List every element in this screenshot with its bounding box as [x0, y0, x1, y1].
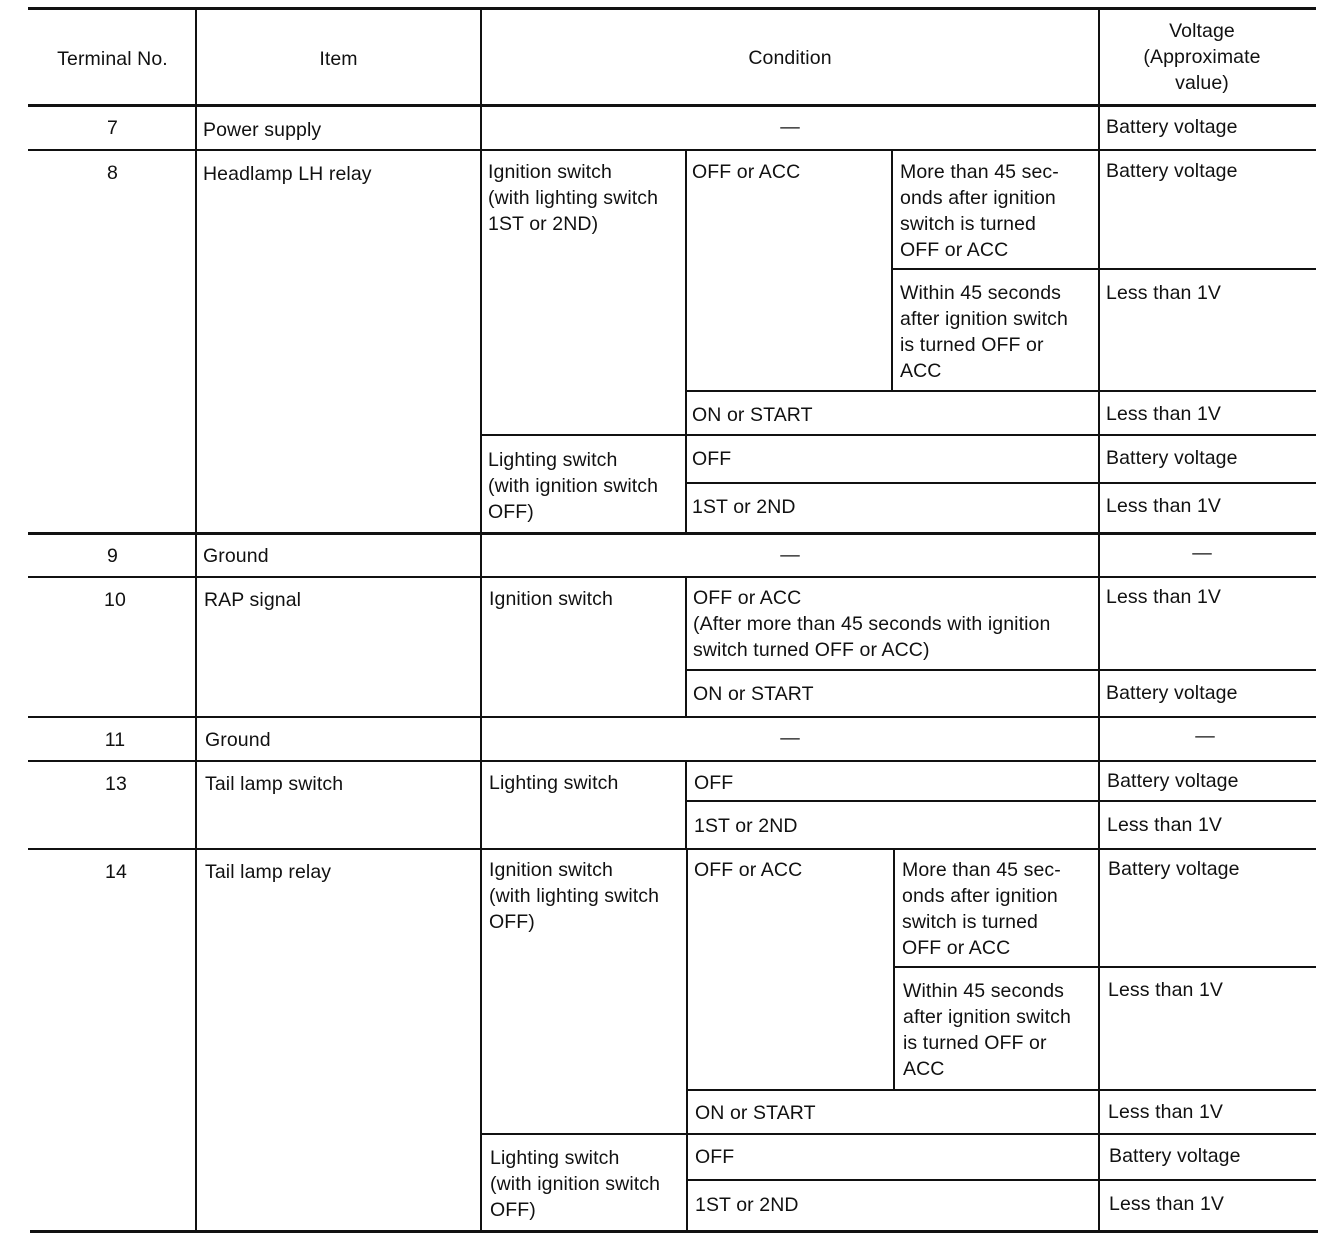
- column-divider: [1098, 9, 1100, 1231]
- header-condition: Condition: [748, 47, 832, 69]
- header-bottom-border: [28, 104, 1316, 107]
- voltage-value: Less than 1V: [1108, 979, 1224, 1001]
- item-name: Tail lamp relay: [205, 861, 332, 883]
- condition-text: OFF: [694, 772, 734, 794]
- header-terminal-no: Terminal No.: [57, 48, 168, 70]
- voltage-value: Battery voltage: [1107, 770, 1239, 792]
- row-divider: [28, 149, 1316, 151]
- voltage-value: Less than 1V: [1106, 495, 1222, 517]
- condition-text: OFF or ACC (After more than 45 seconds with ignition switch turned OFF or ACC): [693, 587, 1051, 661]
- table-top-border: [28, 7, 1316, 10]
- item-name: Ground: [203, 545, 269, 567]
- voltage-value: Battery voltage: [1108, 858, 1240, 880]
- terminal-number: 10: [104, 589, 126, 611]
- condition-text: Ignition switch (with lighting switch 1ST or 2ND): [488, 161, 659, 235]
- condition-text: More than 45 sec- onds after ignition switch is turned OFF or ACC: [900, 161, 1059, 261]
- cell-divider: [686, 849, 688, 1231]
- condition-text: —: [780, 116, 800, 138]
- condition-text: Lighting switch: [489, 772, 619, 794]
- row-divider: [28, 760, 1316, 762]
- condition-text: Within 45 seconds after ignition switch is turned OFF or ACC: [903, 980, 1071, 1080]
- cell-divider: [688, 1089, 1316, 1091]
- voltage-value: Less than 1V: [1106, 586, 1222, 608]
- voltage-value: Less than 1V: [1108, 1101, 1224, 1123]
- cell-divider: [685, 577, 687, 717]
- condition-text: 1ST or 2ND: [692, 496, 796, 518]
- condition-text: OFF: [695, 1146, 735, 1168]
- row-divider: [28, 532, 1316, 535]
- row-divider: [28, 848, 1316, 850]
- condition-text: OFF or ACC: [692, 161, 801, 183]
- voltage-value: Less than 1V: [1106, 282, 1222, 304]
- item-name: Ground: [205, 729, 271, 751]
- voltage-value: Less than 1V: [1107, 814, 1223, 836]
- terminal-number: 11: [104, 729, 126, 751]
- voltage-value: Less than 1V: [1109, 1193, 1225, 1215]
- cell-divider: [685, 150, 687, 533]
- cell-divider: [895, 966, 1316, 968]
- item-name: Tail lamp switch: [205, 773, 344, 795]
- terminal-number: 9: [107, 545, 118, 567]
- cell-divider: [685, 761, 687, 849]
- column-divider: [195, 9, 197, 1231]
- header-voltage: Voltage (Approximate value): [1143, 20, 1261, 94]
- row-divider: [28, 716, 1316, 718]
- condition-text: ON or START: [695, 1102, 816, 1124]
- table-bottom-border: [30, 1230, 1318, 1233]
- cell-divider: [686, 800, 1316, 802]
- condition-text: OFF: [692, 448, 732, 470]
- condition-text: ON or START: [692, 404, 813, 426]
- voltage-value: —: [1195, 725, 1215, 747]
- item-name: Headlamp LH relay: [203, 163, 372, 185]
- terminal-number: 14: [105, 861, 127, 883]
- column-divider: [480, 9, 482, 1231]
- terminal-number: 8: [107, 162, 118, 184]
- condition-text: Ignition switch: [489, 588, 613, 610]
- condition-text: —: [780, 727, 800, 749]
- condition-text: 1ST or 2ND: [694, 815, 798, 837]
- condition-text: ON or START: [693, 683, 814, 705]
- condition-text: OFF or ACC: [694, 859, 803, 881]
- cell-divider: [482, 1133, 1316, 1135]
- condition-text: Ignition switch (with lighting switch OFF): [489, 859, 660, 933]
- voltage-value: Battery voltage: [1106, 116, 1238, 138]
- cell-divider: [480, 434, 1316, 436]
- terminal-number: 13: [105, 773, 127, 795]
- cell-divider: [893, 849, 895, 1090]
- cell-divider: [891, 150, 893, 391]
- condition-text: 1ST or 2ND: [695, 1194, 799, 1216]
- cell-divider: [688, 1179, 1316, 1181]
- cell-divider: [686, 390, 1316, 392]
- terminal-number: 7: [107, 117, 118, 139]
- item-name: RAP signal: [204, 589, 302, 611]
- voltage-value: —: [1192, 542, 1212, 564]
- voltage-value: Less than 1V: [1106, 403, 1222, 425]
- item-name: Power supply: [203, 119, 322, 141]
- voltage-value: Battery voltage: [1109, 1145, 1241, 1167]
- voltage-value: Battery voltage: [1106, 682, 1238, 704]
- cell-divider: [686, 669, 1316, 671]
- cell-divider: [893, 268, 1316, 270]
- condition-text: More than 45 sec- onds after ignition switch is turned OFF or ACC: [902, 859, 1061, 959]
- condition-text: Lighting switch (with ignition switch OFF): [488, 449, 659, 523]
- condition-text: —: [780, 544, 800, 566]
- cell-divider: [686, 482, 1316, 484]
- header-item: Item: [319, 48, 358, 70]
- row-divider: [28, 576, 1316, 578]
- condition-text: Lighting switch (with ignition switch OFF): [490, 1147, 661, 1221]
- voltage-value: Battery voltage: [1106, 447, 1238, 469]
- voltage-value: Battery voltage: [1106, 160, 1238, 182]
- condition-text: Within 45 seconds after ignition switch is turned OFF or ACC: [900, 282, 1068, 382]
